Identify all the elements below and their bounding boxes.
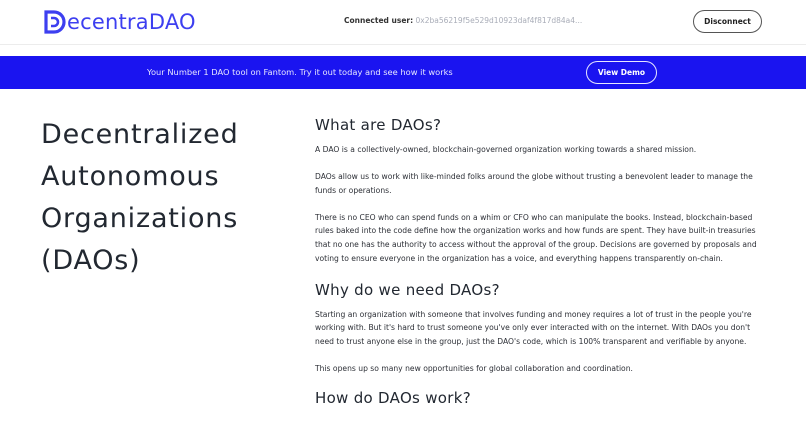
top-header xyxy=(0,0,806,45)
paragraph: Starting an organization with someone that involves funding and money requires a lot of trust in the people you're working with. But it's hard to trust someone you've only ever interacted with on the internet. With DAOs you don't need to trust anyone else in the group, just the DAO's code, which is 100% transparent and verifiable by anyone. xyxy=(315,309,752,346)
article-content xyxy=(315,114,765,416)
section-heading: How do DAOs work? xyxy=(315,389,471,408)
section-why-daos xyxy=(315,279,765,376)
paragraph: DAOs allow us to work with like-minded folks around the globe without trusting a benevolent leader to manage the funds or operations. xyxy=(315,172,753,195)
hero-title-line: Autonomous xyxy=(41,161,220,192)
paragraph: A DAO is a collectively-owned, blockchain-governed organization working towards a shared mission. xyxy=(315,145,697,154)
paragraph: There is no CEO who can spend funds on a whim or CFO who can manipulate the books. Instead, blockchain-based rules baked into the code define how the organization works and how funds are spent. They have built-in treasuries that no one has the authority to access without the approval of the group. Decisions are governed by proposals and voting to ensure everyone in the organization has a voice, and everything happens transparently on-chain. xyxy=(315,212,757,263)
hero-title-line: Organizations xyxy=(41,203,239,234)
section-how-daos-work xyxy=(315,387,765,409)
hero-title-line: (DAOs) xyxy=(41,245,141,276)
logo[interactable] xyxy=(44,9,196,35)
hero-title xyxy=(41,114,281,282)
connected-user xyxy=(344,16,582,25)
paragraph: This opens up so many new opportunities for global collaboration and coordination. xyxy=(315,363,633,373)
wallet-address: 0x2ba56219f5e529d10923daf4f817d84a4... xyxy=(415,16,583,25)
logo-text: ecentraDAO xyxy=(67,10,196,34)
promo-banner xyxy=(0,56,806,89)
disconnect-button[interactable]: Disconnect xyxy=(693,10,762,33)
d-monogram-icon xyxy=(44,10,66,34)
hero-title-line: Decentralized xyxy=(41,119,239,150)
section-heading: What are DAOs? xyxy=(315,116,442,134)
connected-user-label: Connected user: xyxy=(344,16,414,25)
view-demo-button[interactable]: View Demo xyxy=(586,61,657,84)
section-heading: Why do we need DAOs? xyxy=(315,280,500,299)
banner-text: Your Number 1 DAO tool on Fantom. Try it out today and see how it works xyxy=(147,67,453,77)
section-what-are-daos xyxy=(315,114,765,265)
